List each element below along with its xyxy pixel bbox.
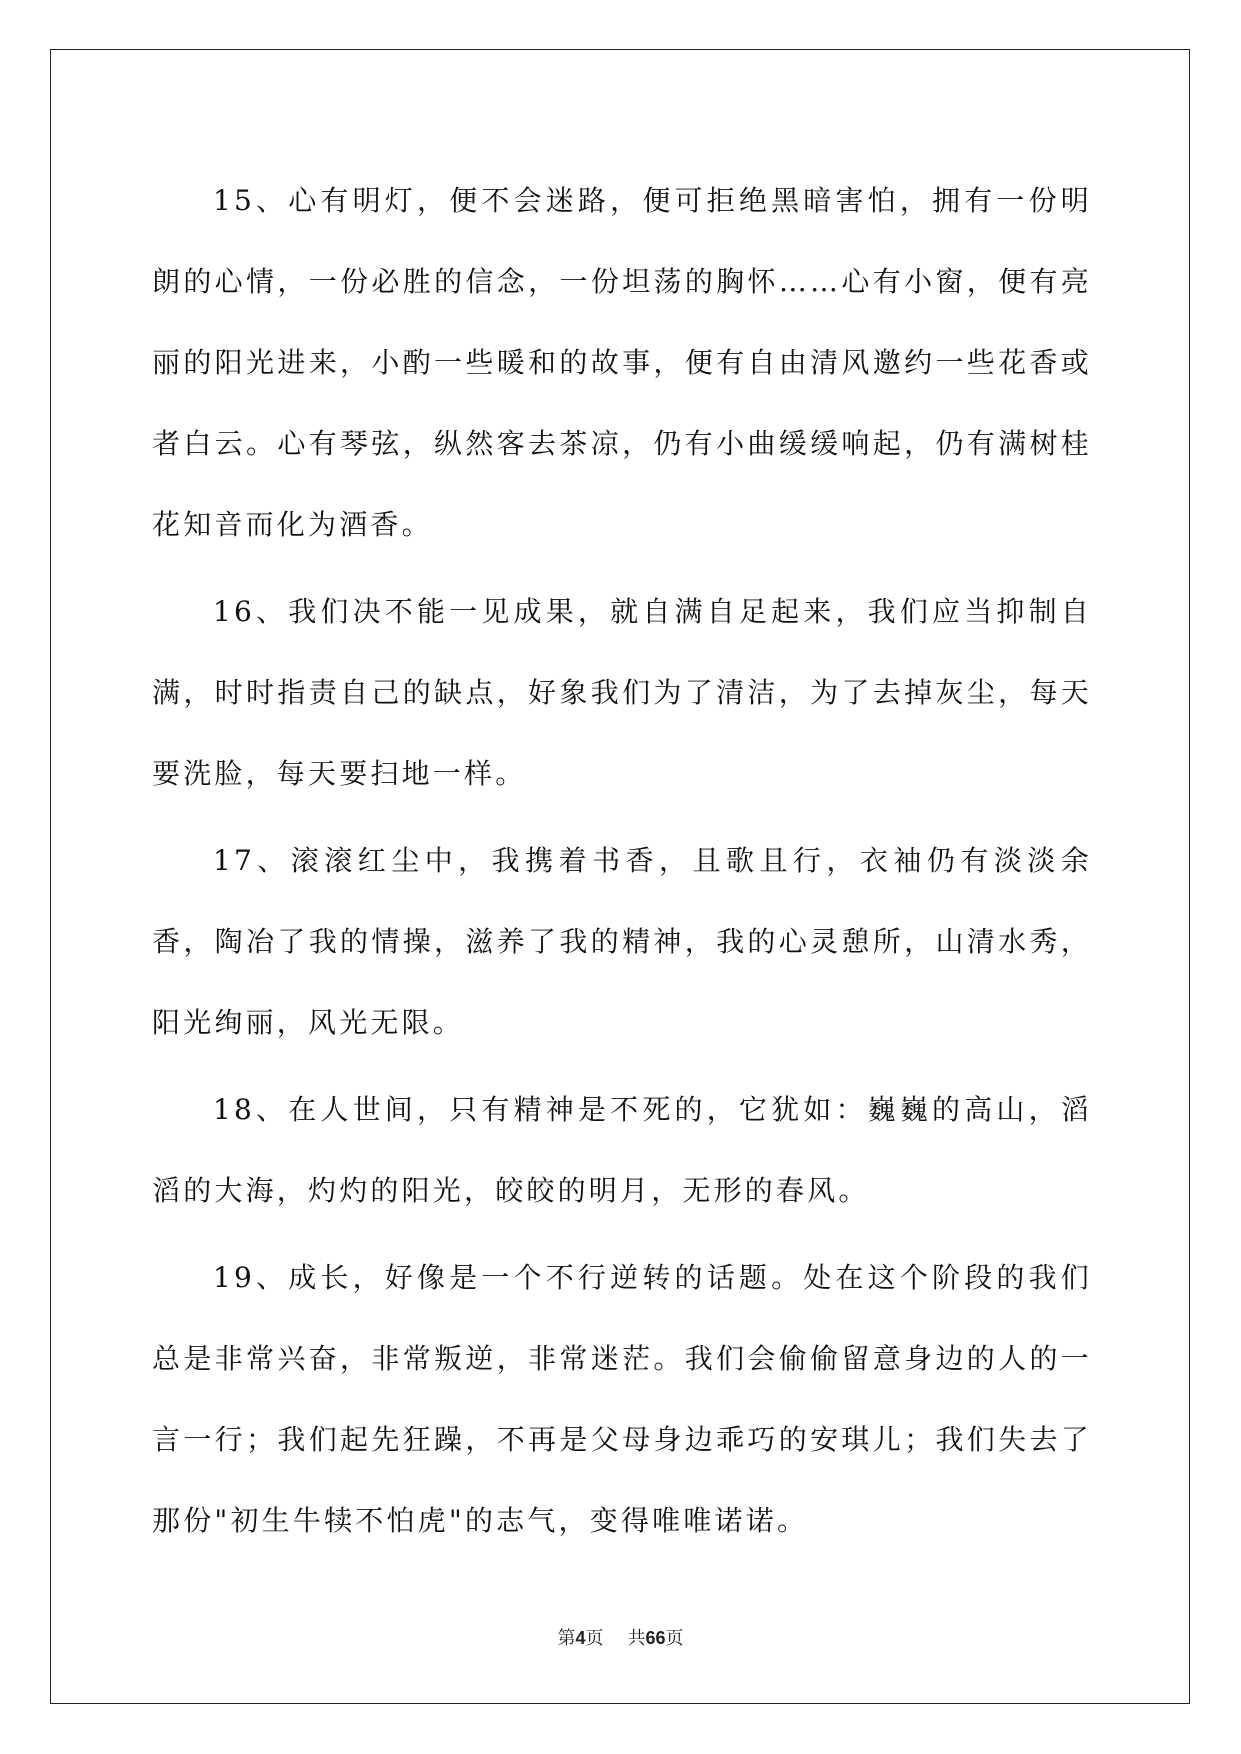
page-footer: [0, 1624, 1241, 1650]
page-prefix: 第: [557, 1628, 576, 1649]
total-pages: 66: [645, 1628, 666, 1648]
paragraph-15: 15、心有明灯，便不会迷路，便可拒绝黑暗害怕，拥有一份明朗的心情，一份必胜的信念，一份坦荡的胸怀……心有小窗，便有亮丽的阳光进来，小酌一些暖和的故事，便有自由清风邀约一些花香或者白云。心有琴弦，纵然客去茶凉，仍有小曲缓缓响起，仍有满树桂花知音而化为酒香。: [152, 184, 1092, 541]
paragraph-19: 19、成长，好像是一个不行逆转的话题。处在这个阶段的我们总是非常兴奋，非常叛逆，非常迷茫。我们会偷偷留意身边的人的一言一行；我们起先狂躁，不再是父母身边乖巧的安琪儿；我们失去了那份"初生牛犊不怕虎"的志气，变得唯唯诺诺。: [152, 1261, 1092, 1537]
total-prefix: 共: [627, 1628, 646, 1649]
page-suffix: 页: [585, 1628, 604, 1649]
total-suffix: 页: [665, 1628, 684, 1649]
document-body: [152, 160, 1092, 1567]
page-number: 4: [575, 1628, 586, 1648]
paragraph-18: 18、在人世间，只有精神是不死的，它犹如：巍巍的高山，滔滔的大海，灼灼的阳光，皎皎的明月，无形的春风。: [152, 1093, 1092, 1207]
paragraph-16: 16、我们决不能一见成果，就自满自足起来，我们应当抑制自满，时时指责自己的缺点，好象我们为了清洁，为了去掉灰尘，每天要洗脸，每天要扫地一样。: [152, 595, 1092, 790]
paragraph-17: 17、滚滚红尘中，我携着书香，且歌且行，衣袖仍有淡淡余香，陶冶了我的情操，滋养了我的精神，我的心灵憩所，山清水秀，阳光绚丽，风光无限。: [152, 844, 1092, 1039]
